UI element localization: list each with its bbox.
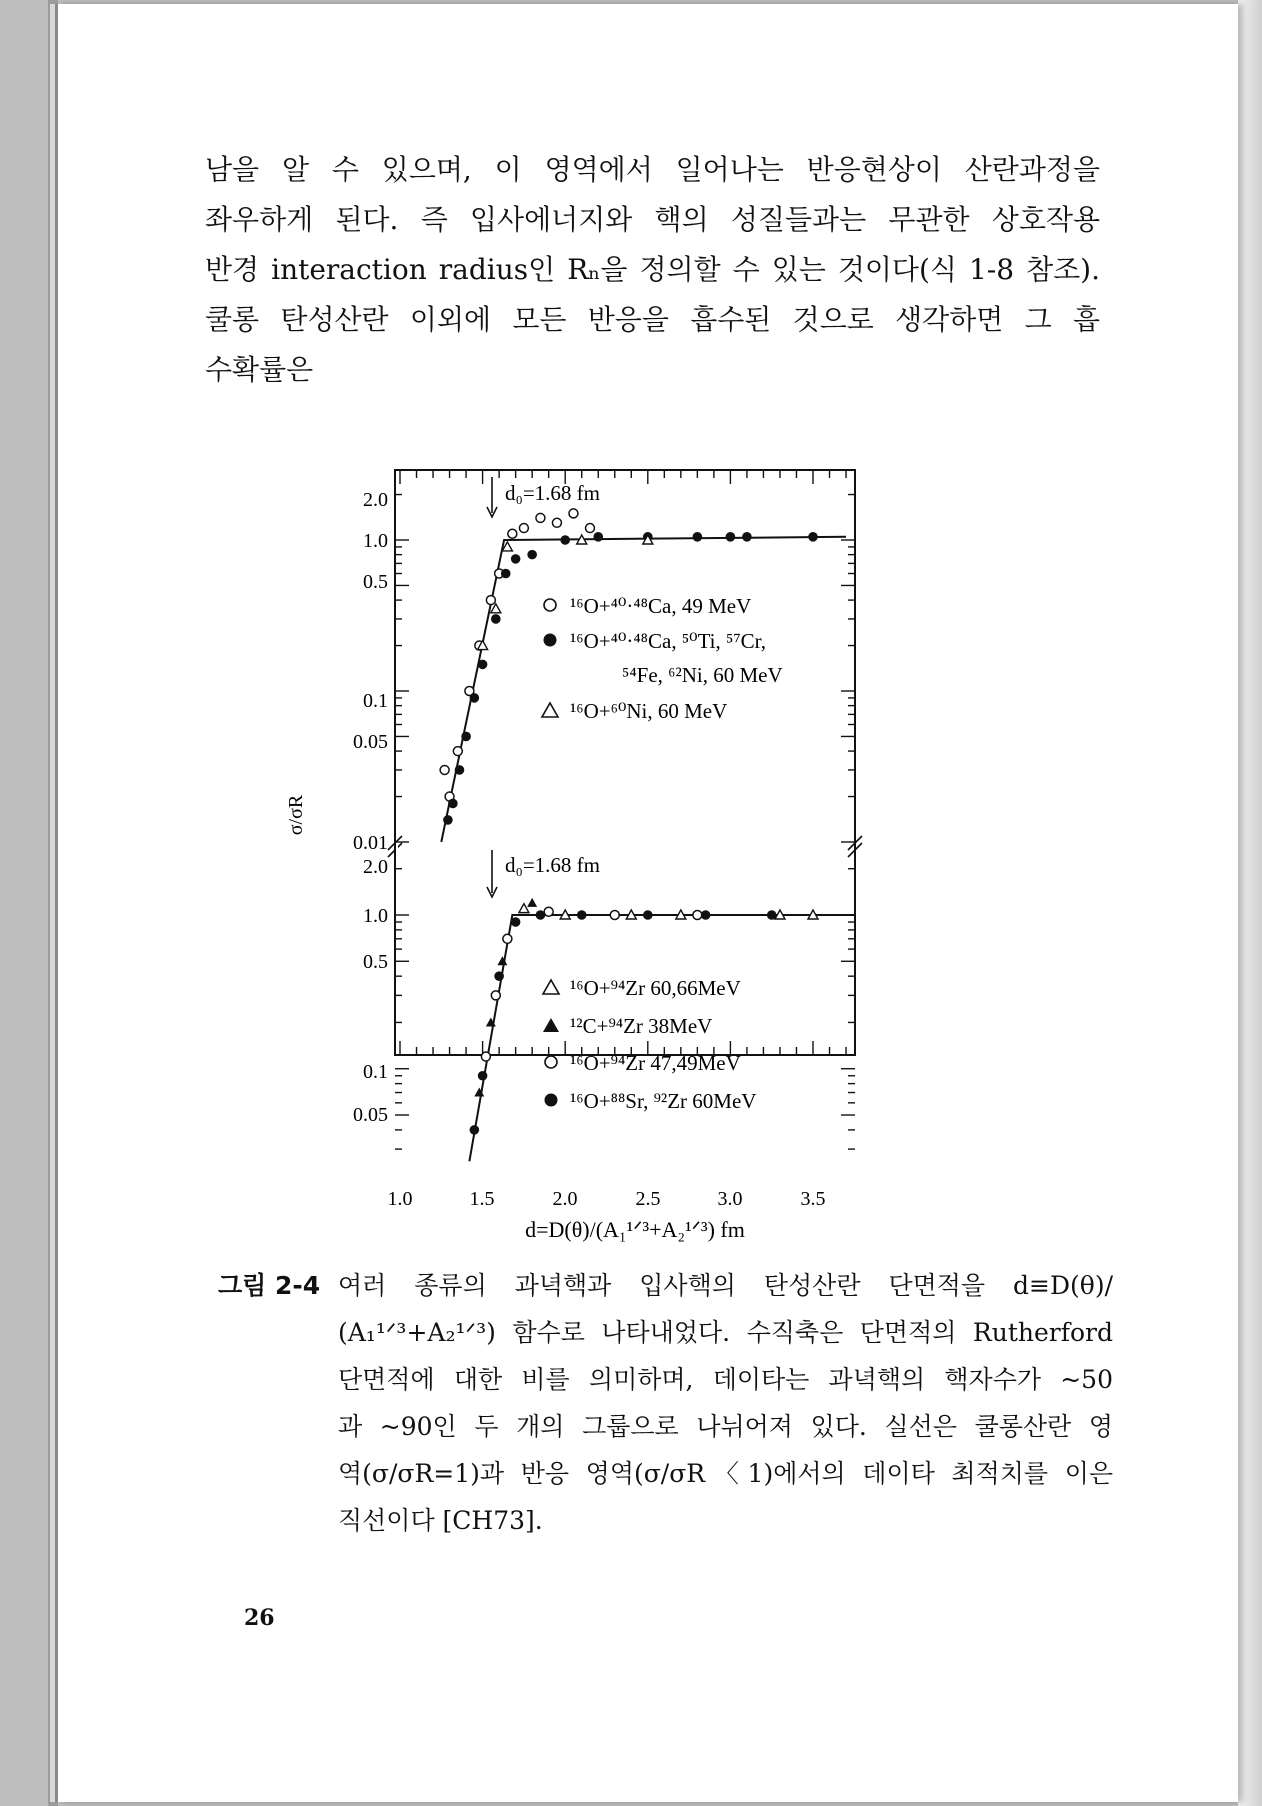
y-axis-label: σ/σR xyxy=(285,794,307,836)
y-tick-label: 1.0 xyxy=(363,530,388,552)
figure-caption-label: 그림 2-4 xyxy=(218,1271,321,1300)
y-tick-label: 0.5 xyxy=(363,571,388,593)
y-tick-label: 0.1 xyxy=(363,1061,388,1083)
legend-marker-filled-circle xyxy=(545,1094,558,1107)
x-tick-label: 2.5 xyxy=(635,1188,661,1210)
caption-line: 과 ~90인 두 개의 그룹으로 나뉘어져 있다. 실선은 쿨롱산란 영 xyxy=(338,1412,1113,1441)
caption-line: 역(σ/σR=1)과 반응 영역(σ/σR〈1)에서의 데이타 최적치를 이은 xyxy=(338,1459,1113,1488)
top-legend xyxy=(542,594,783,723)
x-tick-label: 3.0 xyxy=(717,1188,743,1210)
legend-entry: ¹²C+⁹⁴Zr 38MeV xyxy=(570,1014,713,1038)
data-point-open-circle xyxy=(552,518,561,527)
y-tick-label: 0.05 xyxy=(353,731,388,753)
data-point-open-circle xyxy=(481,1052,490,1061)
body-line: 쿨롱 탄성산란 이외에 모든 반응을 흡수된 것으로 생각하면 그 흡 xyxy=(205,303,1100,336)
data-point-filled-circle xyxy=(455,765,465,775)
body-line: 좌우하게 된다. 즉 입사에너지와 핵의 성질들과는 무관한 상호작용 xyxy=(205,203,1100,236)
data-point-filled-circle xyxy=(470,693,480,703)
legend-entry: ¹⁶O+⁹⁴Zr 60,66MeV xyxy=(570,976,741,1000)
data-point-filled-circle xyxy=(470,1125,480,1135)
caption-line: 여러 종류의 과녁핵과 입사핵의 탄성산란 단면적을 d≡D(θ)/ xyxy=(338,1271,1113,1300)
data-point-filled-circle xyxy=(494,971,504,981)
data-point-filled-circle xyxy=(643,910,653,920)
data-point-filled-circle xyxy=(726,532,736,542)
data-point-filled-circle xyxy=(742,532,752,542)
x-tick-labels xyxy=(388,1188,826,1210)
data-point-filled-circle xyxy=(577,910,587,920)
data-point-open-circle xyxy=(503,934,512,943)
data-point-open-circle xyxy=(693,911,702,920)
book-spine-shadow xyxy=(48,0,58,1806)
data-point-filled-circle xyxy=(560,535,570,545)
y-tick-label: 2.0 xyxy=(363,856,388,878)
data-point-filled-circle xyxy=(693,532,703,542)
caption-line: 직선이다 [CH73]. xyxy=(338,1506,543,1535)
body-line: 수확률은 xyxy=(205,353,314,386)
axis-tick-marks xyxy=(395,470,855,1149)
figure-caption xyxy=(338,1262,1113,1544)
data-point-open-circle xyxy=(440,765,449,774)
legend-marker-filled-triangle xyxy=(543,1018,559,1032)
d0-annotation-top: d₀=1.68 fm xyxy=(505,481,600,505)
fit-line xyxy=(441,537,846,842)
y-tick-label: 0.05 xyxy=(353,1104,388,1126)
bottom-legend xyxy=(543,976,756,1113)
data-point-filled-circle xyxy=(491,614,501,624)
d0-annotation-bottom: d₀=1.68 fm xyxy=(505,853,600,877)
y-tick-label: 0.1 xyxy=(363,690,388,712)
legend-entry: ¹⁶O+⁴⁰·⁴⁸Ca, 49 MeV xyxy=(570,594,752,618)
x-axis-label: d=D(θ)/(A₁¹ᐟ³+A₂¹ᐟ³) fm xyxy=(525,1217,745,1242)
legend-marker-filled-circle xyxy=(544,634,557,647)
data-point-open-circle xyxy=(491,991,500,1000)
plot-frame xyxy=(395,470,855,1055)
data-point-open-circle xyxy=(536,513,545,522)
data-point-filled-circle xyxy=(478,1071,488,1081)
data-point-open-circle xyxy=(569,509,578,518)
data-point-filled-circle xyxy=(767,910,777,920)
x-tick-label: 1.5 xyxy=(469,1188,495,1210)
legend-marker-open-circle xyxy=(545,1056,557,1068)
data-point-open-circle xyxy=(610,911,619,920)
data-point-open-circle xyxy=(585,524,594,533)
data-point-filled-circle xyxy=(511,917,521,927)
data-point-filled-circle xyxy=(527,550,537,560)
legend-entry: ¹⁶O+⁶⁰Ni, 60 MeV xyxy=(570,699,728,723)
data-point-filled-circle xyxy=(511,554,521,564)
data-point-filled-circle xyxy=(593,532,603,542)
data-point-open-circle xyxy=(486,596,495,605)
legend-marker-open-triangle xyxy=(542,703,558,717)
caption-line: 단면적에 대한 비를 의미하며, 데이타는 과녁핵의 핵자수가 ~50 xyxy=(338,1365,1113,1394)
data-point-filled-triangle xyxy=(497,956,507,965)
fit-line xyxy=(469,915,854,1161)
caption-line: (A₁¹ᐟ³+A₂¹ᐟ³) 함수로 나타내었다. 수직축은 단면적의 Rutherford xyxy=(338,1318,1113,1347)
body-paragraph xyxy=(205,145,1100,395)
data-point-filled-circle xyxy=(443,815,453,825)
data-point-filled-circle xyxy=(478,660,488,670)
body-line: 반경 interaction radius인 Rₙ을 정의할 수 있는 것이다(식 1-8 참조). xyxy=(205,253,1100,286)
data-point-filled-circle xyxy=(461,732,471,742)
top-y-tick-labels xyxy=(353,489,388,854)
legend-marker-open-triangle xyxy=(543,980,559,994)
bottom-y-tick-labels xyxy=(353,856,388,1126)
data-point-filled-circle xyxy=(808,532,818,542)
data-point-filled-circle xyxy=(536,910,546,920)
data-point-open-circle xyxy=(453,747,462,756)
x-tick-label: 2.0 xyxy=(552,1188,578,1210)
scattering-figure xyxy=(270,455,910,1245)
x-tick-label: 3.5 xyxy=(800,1188,826,1210)
x-tick-label: 1.0 xyxy=(387,1188,413,1210)
page-edge xyxy=(1238,0,1262,1806)
page-number: 26 xyxy=(244,1605,275,1631)
y-tick-label: 1.0 xyxy=(363,905,388,927)
data-point-filled-triangle xyxy=(527,898,537,907)
y-tick-label: 2.0 xyxy=(363,489,388,511)
axis-break-marks xyxy=(388,836,862,857)
data-point-filled-circle xyxy=(448,799,458,809)
legend-entry: ¹⁶O+⁴⁰·⁴⁸Ca, ⁵⁰Ti, ⁵⁷Cr, xyxy=(570,629,767,653)
data-point-open-triangle xyxy=(519,904,529,913)
legend-marker-open-circle xyxy=(544,599,556,611)
data-point-open-circle xyxy=(519,524,528,533)
data-point-open-triangle xyxy=(491,604,501,613)
data-point-open-circle xyxy=(544,907,553,916)
legend-entry: ¹⁶O+⁹⁴Zr 47,49MeV xyxy=(570,1051,741,1075)
data-point-filled-circle xyxy=(501,569,511,579)
y-tick-label: 0.01 xyxy=(353,832,388,854)
body-line: 남을 알 수 있으며, 이 영역에서 일어나는 반응현상이 산란과정을 xyxy=(205,153,1100,186)
legend-entry: ¹⁶O+⁸⁸Sr, ⁹²Zr 60MeV xyxy=(570,1089,757,1113)
data-point-open-circle xyxy=(508,529,517,538)
y-tick-label: 0.5 xyxy=(363,951,388,973)
data-point-filled-circle xyxy=(701,910,711,920)
legend-entry: ⁵⁴Fe, ⁶²Ni, 60 MeV xyxy=(622,663,783,687)
